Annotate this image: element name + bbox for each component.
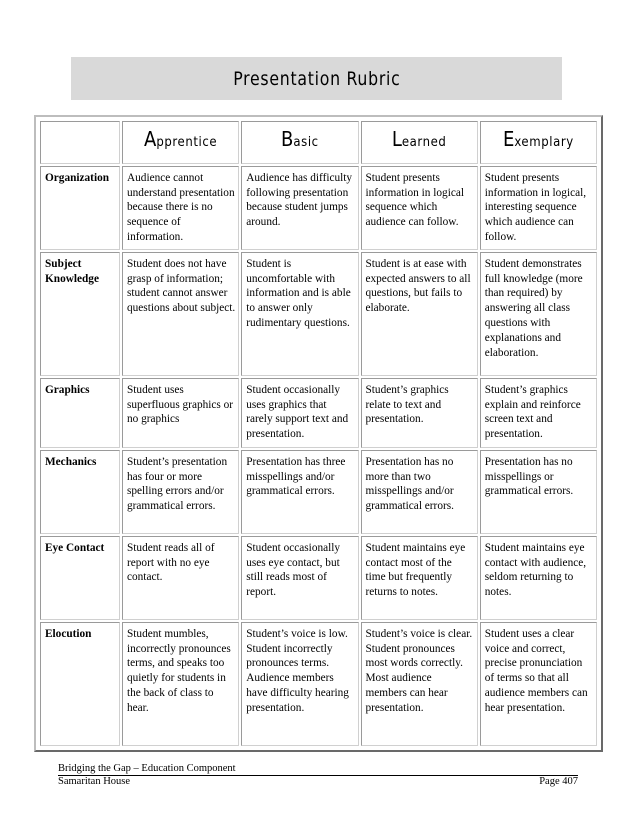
rubric-cell: Student demonstrates full knowledge (more than required) by answering all class questions with explanations and elaboration.: [480, 252, 597, 376]
rubric-cell: Student uses superfluous graphics or no graphics: [122, 378, 239, 448]
level-header-learned: [361, 121, 478, 164]
criterion-cell: Organization: [40, 166, 120, 250]
level-initial: A: [144, 127, 157, 151]
criterion-cell: Subject Knowledge: [40, 252, 120, 376]
level-initial: E: [502, 127, 515, 151]
level-header-exemplary: [480, 121, 597, 164]
rubric-cell: Student’s graphics explain and reinforce screen text and presentation.: [480, 378, 597, 448]
title-banner: [71, 57, 562, 100]
level-rest: xemplary: [514, 135, 574, 150]
level-rest: asic: [293, 135, 319, 150]
criterion-cell: Elocution: [40, 622, 120, 746]
rubric-table: [38, 119, 599, 748]
header-row: [40, 121, 597, 164]
rubric-cell: Presentation has three misspellings and/or grammatical errors.: [241, 450, 358, 534]
rubric-table-frame: [34, 115, 603, 752]
rubric-cell: Student’s graphics relate to text and presentation.: [361, 378, 478, 448]
rubric-cell: Student is at ease with expected answers to all questions, but fails to elaborate.: [361, 252, 478, 376]
rubric-cell: Student maintains eye contact with audience, seldom returning to notes.: [480, 536, 597, 620]
rubric-cell: Student is uncomfortable with information and is able to answer only rudimentary questions.: [241, 252, 358, 376]
rubric-row-mechanics: [40, 450, 597, 534]
level-rest: pprentice: [156, 135, 218, 150]
rubric-row-graphics: [40, 378, 597, 448]
footer-organization: Samaritan House: [58, 776, 131, 787]
level-header-basic: [241, 121, 358, 164]
rubric-row-subject-knowledge: [40, 252, 597, 376]
rubric-row-eye-contact: [40, 536, 597, 620]
footer-document-title: Bridging the Gap – Education Component: [58, 763, 236, 774]
footer-bar: [58, 775, 578, 788]
rubric-cell: Audience cannot understand presentation because there is no sequence of information.: [122, 166, 239, 250]
level-rest: earned: [401, 135, 447, 150]
page-title: Presentation Rubric: [232, 67, 401, 90]
criterion-cell: Eye Contact: [40, 536, 120, 620]
rubric-cell: Student occasionally uses graphics that rarely support text and presentation.: [241, 378, 358, 448]
rubric-cell: Student mumbles, incorrectly pronounces terms, and speaks too quietly for students in the back of class to hear.: [122, 622, 239, 746]
level-initial: B: [281, 127, 294, 151]
rubric-cell: Presentation has no more than two misspellings and/or grammatical errors.: [361, 450, 478, 534]
level-header-apprentice: [122, 121, 239, 164]
rubric-cell: Presentation has no misspellings or grammatical errors.: [480, 450, 597, 534]
rubric-cell: Audience has difficulty following presentation because student jumps around.: [241, 166, 358, 250]
rubric-cell: Student uses a clear voice and correct, precise pronunciation of terms so that all audience members can hear presentation.: [480, 622, 597, 746]
rubric-cell: Student reads all of report with no eye contact.: [122, 536, 239, 620]
rubric-cell: Student presents information in logical sequence which audience can follow.: [361, 166, 478, 250]
rubric-cell: Student does not have grasp of information; student cannot answer questions about subject.: [122, 252, 239, 376]
criterion-cell: Graphics: [40, 378, 120, 448]
criterion-cell: Mechanics: [40, 450, 120, 534]
rubric-cell: Student’s voice is low. Student incorrectly pronounces terms. Audience members have difficulty hearing presentation.: [241, 622, 358, 746]
rubric-cell: Student’s voice is clear. Student pronounces most words correctly. Most audience members can hear presentation.: [361, 622, 478, 746]
corner-cell: [40, 121, 120, 164]
rubric-cell: Student maintains eye contact most of the time but frequently returns to notes.: [361, 536, 478, 620]
rubric-row-organization: [40, 166, 597, 250]
level-initial: L: [391, 127, 402, 151]
rubric-cell: Student’s presentation has four or more spelling errors and/or grammatical errors.: [122, 450, 239, 534]
page-number: Page 407: [539, 776, 578, 787]
rubric-cell: Student presents information in logical, interesting sequence which audience can follow.: [480, 166, 597, 250]
rubric-row-elocution: [40, 622, 597, 746]
rubric-cell: Student occasionally uses eye contact, but still reads most of report.: [241, 536, 358, 620]
